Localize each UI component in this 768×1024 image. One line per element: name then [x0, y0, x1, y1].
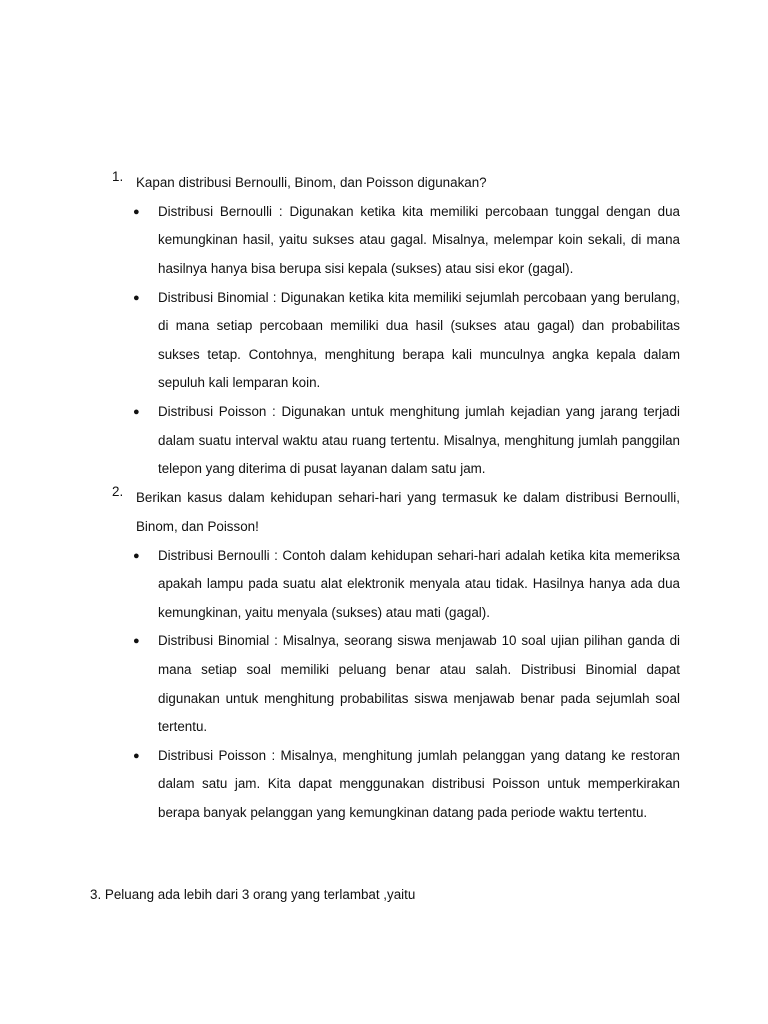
list-item-text: Distribusi Poisson : Misalnya, menghitung jumlah pelanggan yang datang ke restoran dalam satu jam. Kita dapat menggunakan distribusi Poisson untuk memperkirakan berapa banyak pelanggan yang kemungkinan datang pada periode waktu tertentu.: [158, 747, 680, 820]
bullet-icon: ●: [133, 405, 140, 418]
question-number: 1.: [112, 169, 124, 184]
question-text: Berikan kasus dalam kehidupan sehari-hari yang termasuk ke dalam distribusi Bernoulli, Binom, dan Poisson!: [136, 490, 680, 534]
question-1: [112, 169, 680, 484]
list-item: [133, 742, 680, 828]
list-item: [133, 627, 680, 741]
list-item: [133, 398, 680, 484]
question-3: 3. Peluang ada lebih dari 3 orang yang terlambat ,yaitu: [90, 887, 416, 902]
list-item: [133, 542, 680, 628]
list-item: [133, 198, 680, 284]
list-item: [133, 284, 680, 398]
list-item-text: Distribusi Poisson : Digunakan untuk menghitung jumlah kejadian yang jarang terjadi dalam suatu interval waktu atau ruang tertentu. Misalnya, menghitung jumlah panggilan telepon yang diterima di pusat layanan dalam satu jam.: [158, 403, 680, 477]
question-number: 2.: [112, 484, 124, 499]
list-item-text: Distribusi Bernoulli : Contoh dalam kehidupan sehari-hari adalah ketika kita memeriksa apakah lampu pada suatu alat elektronik menyala atau tidak. Hasilnya hanya ada dua kemungkinan, yaitu menyala (sukses) atau mati (gagal).: [158, 547, 680, 620]
bullet-icon: ●: [133, 549, 140, 562]
bullet-icon: ●: [133, 291, 140, 304]
bullet-icon: ●: [133, 635, 140, 648]
bullet-icon: ●: [133, 749, 140, 762]
answer-list: [112, 198, 680, 484]
list-item-text: Distribusi Bernoulli : Digunakan ketika kita memiliki percobaan tunggal dengan dua kemungkinan hasil, yaitu sukses atau gagal. Misalnya, melempar koin sekali, di mana hasilnya hanya bisa berupa sisi kepala (sukses) atau sisi ekor (gagal).: [158, 203, 680, 276]
list-item-text: Distribusi Binomial : Digunakan ketika kita memiliki sejumlah percobaan yang berulang, di mana setiap percobaan memiliki dua hasil (sukses atau gagal) dan probabilitas sukses tetap. Contohnya, menghitung berapa kali munculnya angka kepala dalam sepuluh kali lemparan koin.: [158, 289, 680, 391]
list-item-text: Distribusi Binomial : Misalnya, seorang siswa menjawab 10 soal ujian pilihan ganda di mana setiap soal memiliki peluang benar atau salah. Distribusi Binomial dapat digunakan untuk menghitung probabilitas siswa menjawab benar pada sejumlah soal tertentu.: [158, 633, 680, 735]
answer-list: [112, 542, 680, 828]
bullet-icon: ●: [133, 205, 140, 218]
question-text: Kapan distribusi Bernoulli, Binom, dan Poisson digunakan?: [136, 175, 487, 190]
question-2: [112, 484, 680, 828]
